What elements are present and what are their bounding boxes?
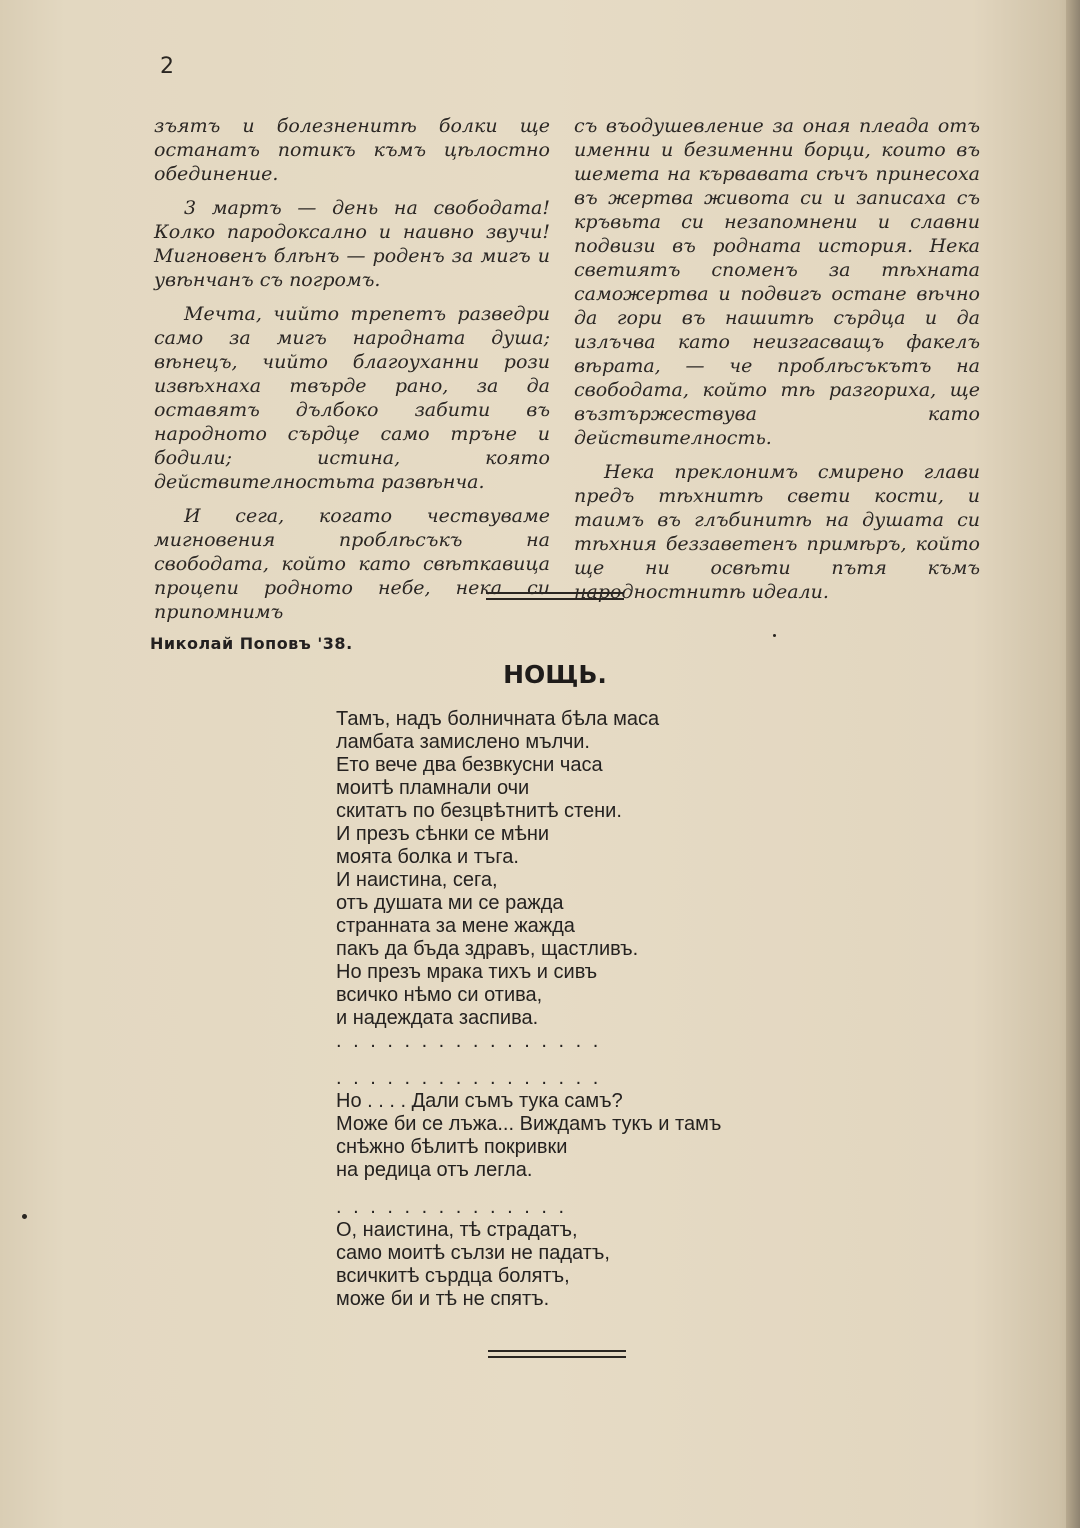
ink-speck [22, 1214, 27, 1219]
stanza-gap [336, 1182, 806, 1196]
poem-line: Ето вече два безвкусни часа [336, 754, 603, 776]
article-paragraph: Мечта, чийто трепетъ разведри само за мигъ народната душа; вѣнецъ, чийто благоуханни рози извѣхнаха твърде рано, за да оставятъ дълбоко забити въ народното сърдце само тръне и бодили; истина, която действителностьта развѣнча. [154, 303, 550, 493]
poem-author: Николай Поповъ '38. [150, 634, 353, 653]
poem-line: моитѣ пламнали очи [336, 777, 530, 799]
poem-line: всичко нѣмо си отива, [336, 984, 543, 1006]
article-paragraph: съ въодушевление за оная плеада отъ именни и безименни борци, които въ шемета на кървавата сѣчъ принесоха въ жертва живота си и записаха съ кръвьта си незапомнени и славни подвизи въ родната история. Нека светиятъ споменъ за тѣхната саможертва и подвигъ остане вѣчно да гори въ нашитѣ сърдца и да излъчва като неизгасващъ факелъ вѣрата, — че проблѣсъкътъ на свободата, който тѣ разгориха, ще възтържествува като действителность. [574, 115, 980, 449]
poem-line: странната за мене жажда [336, 915, 575, 937]
poem-line: О, наистина, тѣ страдатъ, [336, 1219, 578, 1241]
poem-line: скитатъ по безцвѣтнитѣ стени. [336, 800, 622, 822]
poem-line: и надеждата заспива. [336, 1007, 539, 1029]
poem-ellipsis-row: . . . . . . . . . . . . . . . . [336, 1067, 602, 1089]
poem-line: пакъ да бъда здравъ, щастливъ. [336, 938, 639, 960]
article-paragraph: И сега, когато чествуваме мигновения проблѣсъкъ на свободата, който като свѣткавица процепи родното небе, нека си припомнимъ [154, 505, 550, 623]
poem-line: ламбата замислено мълчи. [336, 731, 590, 753]
poem-line: снѣжно бѣлитѣ покривки [336, 1136, 568, 1158]
article-paragraph: Нека преклонимъ смирено глави предъ тѣхнитѣ свети кости, и таимъ въ глъбинитѣ на душата си тѣхния беззаветенъ примѣръ, който ще ни освѣти пътя къмъ народностнитѣ идеали. [574, 461, 980, 603]
poem-line: всичкитѣ сърдца болятъ, [336, 1265, 570, 1287]
ink-speck [773, 634, 776, 637]
poem-line: И презъ сѣнки се мѣни [336, 823, 550, 845]
section-divider [488, 1350, 626, 1358]
stanza-gap [336, 1053, 806, 1067]
poem-line: Може би се лъжа... Виждамъ тукъ и тамъ [336, 1113, 722, 1135]
poem-line: на редица отъ легла. [336, 1159, 533, 1181]
poem-ellipsis-row: . . . . . . . . . . . . . . [336, 1196, 568, 1218]
poem-line: Но . . . . Дали съмъ тука самъ? [336, 1090, 623, 1112]
poem-line: И наистина, сега, [336, 869, 498, 891]
article-right-column [574, 114, 980, 614]
page-number: 2 [160, 54, 174, 79]
poem-line: само моитѣ сълзи не падатъ, [336, 1242, 610, 1264]
poem-line: може би и тѣ не спятъ. [336, 1288, 550, 1310]
poem-title: НОЩЬ. [503, 660, 607, 689]
page-edge-shadow [1066, 0, 1080, 1528]
article-paragraph: зъятъ и болезненитѣ болки ще останатъ потикъ къмъ цѣлостно обединение. [154, 115, 550, 185]
poem-line: отъ душата ми се ражда [336, 892, 564, 914]
poem-body [336, 708, 806, 1311]
article-left-column [154, 114, 550, 634]
poem-ellipsis-row: . . . . . . . . . . . . . . . . [336, 1030, 602, 1052]
article-paragraph: 3 мартъ — день на свободата! Колко пародоксално и наивно звучи! Мигновенъ блѣнъ — роденъ за мигъ и увѣнчанъ съ погромъ. [154, 197, 550, 291]
poem-line: Но презъ мрака тихъ и сивъ [336, 961, 598, 983]
poem-line: моята болка и тъга. [336, 846, 519, 868]
section-divider [486, 592, 624, 600]
poem-line: Тамъ, надъ болничната бѣла маса [336, 708, 660, 730]
